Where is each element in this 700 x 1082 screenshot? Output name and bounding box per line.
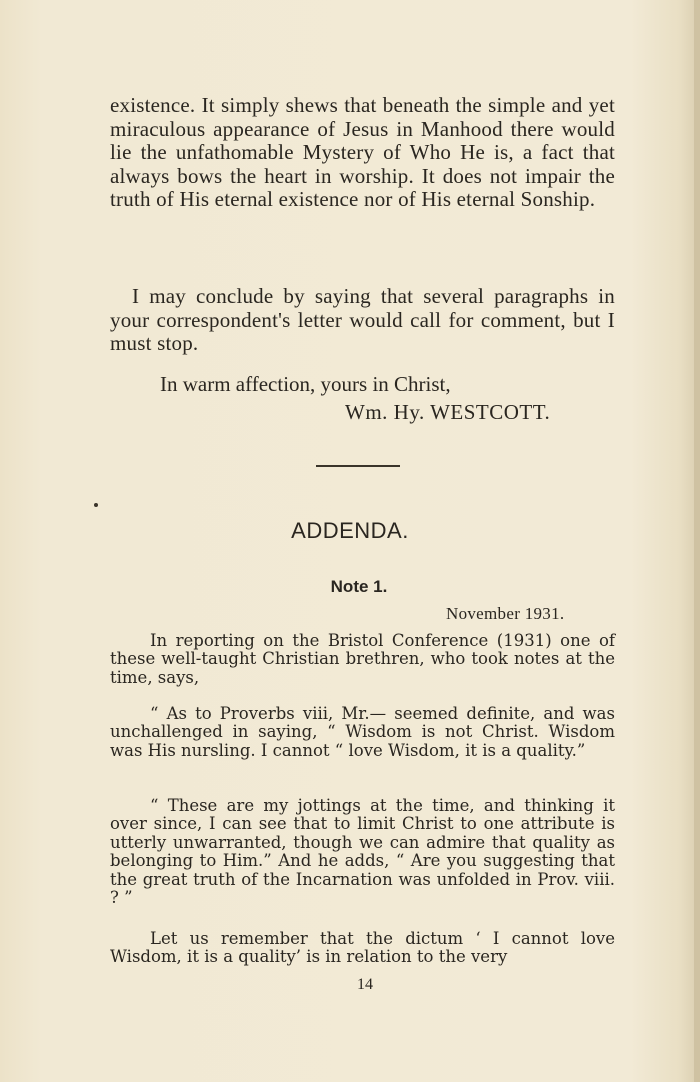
addenda-heading: ADDENDA. [291, 518, 409, 543]
section-divider [316, 465, 400, 467]
ink-speck [94, 503, 98, 507]
letter-paragraph: existence. It simply shews that beneath the simple and yet miraculous appearance of Jesus in Manhood there would lie the unfathomable Mystery of Who He is, a fact that always bows the heart in worship. It does not impair the truth of His eternal existence nor of His eternal Sonship. [110, 93, 615, 211]
addenda-paragraph: “ These are my jottings at the time, and thinking it over since, I can see that to limit Christ to one attribute is utterly unwarranted, though we can admire that quality as belonging to Him.” And he adds, “ Are you suggesting that the great truth of the Incarnation was unfolded in Prov. viii. ? ” [110, 796, 615, 908]
letter-signature: Wm. Hy. WESTCOTT. [345, 400, 551, 424]
note-title: Note 1. [330, 577, 388, 596]
addenda-paragraph: “ As to Proverbs viii, Mr.— seemed definite, and was unchallenged in saying, “ Wisdom is not Christ. Wisdom was His nursling. I cannot “ love Wisdom, it is a quality.” [110, 704, 615, 760]
letter-paragraph: I may conclude by saying that several paragraphs in your correspondent's letter would call for comment, but I must stop. [110, 284, 615, 355]
letter-closing: In warm affection, yours in Christ, [160, 372, 451, 396]
addenda-paragraph: Let us remember that the dictum ‘ I cannot love Wisdom, it is a quality’ is in relation to the very [110, 929, 615, 967]
addenda-paragraph: In reporting on the Bristol Conference (1931) one of these well-taught Christian brethren, who took notes at the time, says, [110, 631, 615, 687]
page-number: 14 [357, 976, 373, 993]
note-date: November 1931. [446, 604, 565, 623]
